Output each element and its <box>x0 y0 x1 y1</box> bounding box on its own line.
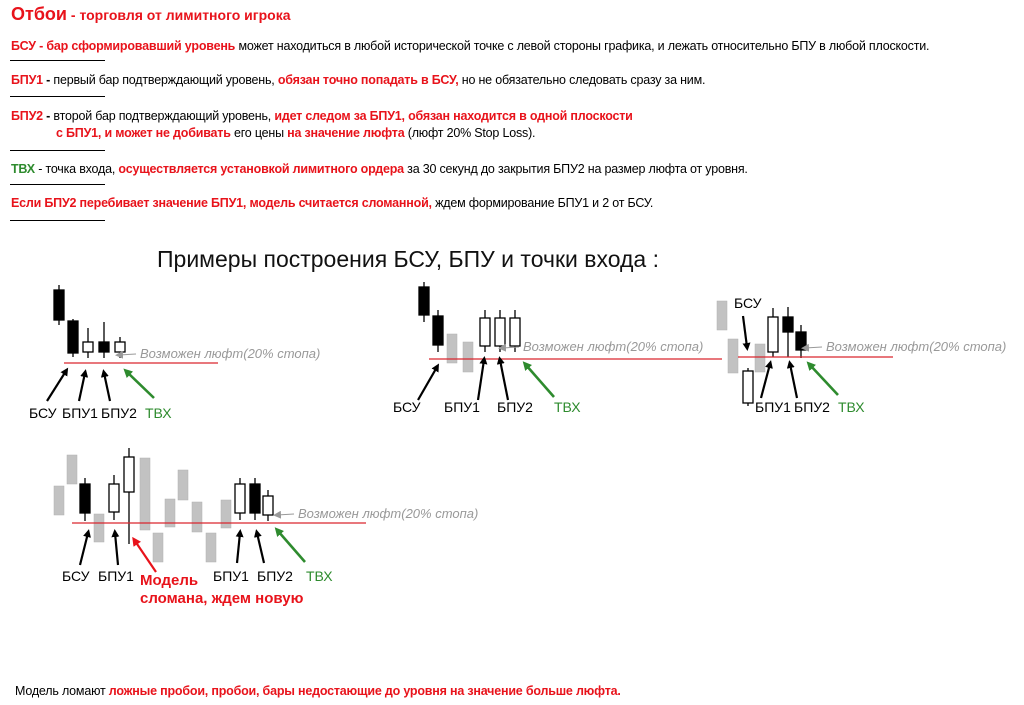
candle-body <box>140 458 150 530</box>
label-bsu: БСУ <box>62 568 90 584</box>
definition-emphasis: обязан точно попадать в БСУ, <box>277 73 459 87</box>
slack-label: Возможен люфт(20% стопа) <box>523 339 704 354</box>
definition-text: ждем формирование БПУ1 и 2 от БСУ. <box>431 196 654 210</box>
definition-term: БСУ - бар сформировавший уровень <box>11 39 236 53</box>
candle-body <box>109 484 119 512</box>
definition-text: - точка входа, <box>34 162 119 176</box>
arrow-bpu1 <box>79 373 85 401</box>
slack-label: Возможен люфт(20% стопа) <box>140 346 321 361</box>
arrow-bpu2 <box>257 533 264 563</box>
candle-body <box>768 317 778 352</box>
candle <box>263 490 273 521</box>
candle-body <box>68 321 78 353</box>
candle <box>178 470 188 500</box>
candle-body <box>54 486 64 515</box>
slack-arrow <box>805 347 822 348</box>
candle-body <box>94 514 104 542</box>
arrow-tvh <box>127 372 154 398</box>
definition-emphasis: идет следом за БПУ1, обязан находится в одной плоскости <box>274 109 633 123</box>
definition-term: БПУ2 <box>11 109 43 123</box>
label-tvh: ТВХ <box>145 405 172 421</box>
candle <box>717 301 727 330</box>
arrow-bpu2 <box>790 364 797 398</box>
definition-emphasis: осуществляется установкой лимитного ордера <box>118 162 404 176</box>
label-bpu2: БПУ2 <box>101 405 137 421</box>
candle-body <box>743 371 753 403</box>
candle <box>140 458 150 530</box>
arrow-bpu1 <box>237 533 240 563</box>
candle <box>221 500 231 528</box>
definition-text: его цены <box>230 126 288 140</box>
candle <box>68 319 78 357</box>
candle-bpu1 <box>480 310 490 352</box>
candle-body <box>83 342 93 352</box>
candle-body <box>99 342 109 352</box>
candle-body <box>480 318 490 346</box>
label-broken-model: Модель <box>140 572 199 589</box>
definition-text: (люфт 20% Stop Loss). <box>404 126 536 140</box>
candle <box>755 344 765 372</box>
arrow-bpu2 <box>500 360 508 400</box>
candle <box>206 533 216 562</box>
arrow-tvh <box>278 531 305 562</box>
label-bsu: БСУ <box>29 405 57 421</box>
definition-emphasis: с БПУ1, и может не добивать <box>56 126 231 140</box>
arrow-bsu <box>743 316 747 347</box>
label-bpu2: БПУ2 <box>794 399 830 415</box>
candle-bsu <box>743 368 753 406</box>
label-tvh: ТВХ <box>306 568 333 584</box>
candle-body <box>115 342 125 352</box>
arrow-tvh <box>810 365 838 395</box>
candle-body <box>153 533 163 562</box>
candle-body <box>728 339 738 373</box>
candle-body <box>755 344 765 372</box>
examples-heading: Примеры построения БСУ, БПУ и точки входа : <box>157 246 660 272</box>
candle <box>728 339 738 373</box>
label-tvh: ТВХ <box>554 399 581 415</box>
label-tvh: ТВХ <box>838 399 865 415</box>
candle-body <box>495 318 505 346</box>
candle <box>463 342 473 372</box>
candle-body <box>54 290 64 320</box>
candle-body <box>80 484 90 513</box>
label-bpu1: БПУ1 <box>98 568 134 584</box>
candle <box>54 486 64 515</box>
candle <box>94 514 104 542</box>
candle-bpu1 <box>235 478 245 520</box>
level-lines <box>64 357 893 523</box>
candle-body <box>263 496 273 515</box>
slack-arrow <box>502 347 519 348</box>
candle-body <box>124 457 134 492</box>
candle <box>67 455 77 484</box>
candle-bsu <box>54 285 64 325</box>
candle-body <box>250 484 260 513</box>
footer-note <box>15 684 621 698</box>
title-main: Отбои <box>11 4 67 24</box>
definition-emphasis: Если БПУ2 перебивает значение БПУ1, модель считается сломанной, <box>11 196 432 210</box>
candle-bsu <box>419 282 429 322</box>
candle-bpu2 <box>99 322 109 358</box>
label-bsu: БСУ <box>734 295 762 311</box>
definition-term: БПУ1 <box>11 73 43 87</box>
slack-label: Возможен люфт(20% стопа) <box>298 506 479 521</box>
label-bsu: БСУ <box>393 399 421 415</box>
candle-body <box>235 484 245 513</box>
label-bpu1: БПУ1 <box>213 568 249 584</box>
candle-bpu1 <box>768 308 778 357</box>
definition-dash: - <box>42 73 54 87</box>
candle-bpu2 <box>495 310 505 352</box>
label-bpu1: БПУ1 <box>62 405 98 421</box>
arrow-bsu <box>418 367 437 400</box>
candle-body <box>221 500 231 528</box>
definition-text: первый бар подтверждающий уровень, <box>53 73 278 87</box>
candle-body <box>419 287 429 315</box>
candle-body <box>192 502 202 532</box>
candle-bpu1 <box>83 328 93 358</box>
arrow-bsu <box>47 371 66 401</box>
candle-body <box>510 318 520 346</box>
candle <box>153 533 163 562</box>
definition-emphasis: на значение люфта <box>287 126 405 140</box>
slack-arrow <box>119 354 136 355</box>
definition-dash: - <box>42 109 54 123</box>
footer-emphasis: ложные пробои, пробои, бары недостающие до уровня на значение больше люфта. <box>108 684 621 698</box>
candle-body <box>67 455 77 484</box>
definition-text: второй бар подтверждающий уровень, <box>53 109 275 123</box>
footer-text: Модель ломают <box>15 684 109 698</box>
slack-label: Возможен люфт(20% стопа) <box>826 339 1007 354</box>
arrow-bpu2 <box>104 373 110 401</box>
candle-bpu1 <box>109 475 119 520</box>
candle-body <box>206 533 216 562</box>
candle-body <box>796 332 806 350</box>
arrow-tvh <box>526 365 554 397</box>
candle-body <box>433 316 443 345</box>
title-subtitle: - торговля от лимитного игрока <box>67 7 291 23</box>
candle-bpu2 <box>783 307 793 357</box>
candle-body <box>463 342 473 372</box>
arrow-bpu1 <box>478 360 484 400</box>
definition-text: но не обязательно следовать сразу за ним. <box>458 73 706 87</box>
candle-body <box>178 470 188 500</box>
definition-text: за 30 секунд до закрытия БПУ2 на размер люфта от уровня. <box>403 162 748 176</box>
slack-arrow <box>277 514 294 515</box>
candle <box>192 502 202 532</box>
label-broken-model: сломана, ждем новую <box>140 590 304 607</box>
candle <box>510 310 520 352</box>
candle-bpu2 <box>250 478 260 520</box>
candle <box>433 310 443 352</box>
candle-body <box>783 317 793 332</box>
arrow-bsu <box>80 533 88 565</box>
candle-bsu <box>80 478 90 521</box>
definition-term: ТВХ <box>11 162 35 176</box>
candle-body <box>717 301 727 330</box>
label-bpu1: БПУ1 <box>444 399 480 415</box>
candle <box>796 325 806 358</box>
label-bpu1: БПУ1 <box>755 399 791 415</box>
arrow-bpu1 <box>115 533 118 565</box>
label-bpu2: БПУ2 <box>497 399 533 415</box>
definition-text: может находиться в любой исторической точке с левой стороны графика, и лежать относительно БПУ в любой плоскости. <box>235 39 930 53</box>
candle-broken <box>124 448 134 544</box>
label-bpu2: БПУ2 <box>257 568 293 584</box>
